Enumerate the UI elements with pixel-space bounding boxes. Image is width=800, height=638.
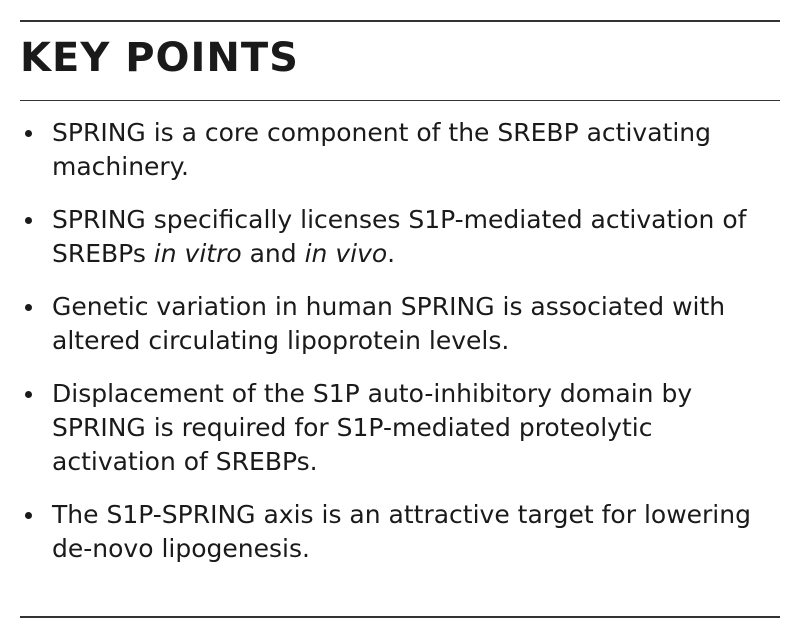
key-points-box	[20, 20, 780, 618]
bullet-icon	[25, 304, 32, 311]
italic-term: in vitro	[153, 239, 242, 268]
bullet-icon	[25, 512, 32, 519]
key-point-text: Displacement of the S1P auto-inhibitory domain by SPRING is required for S1P-mediated proteolytic activation of SREBPs.	[52, 379, 693, 476]
key-point-3	[20, 290, 780, 358]
key-point-text: SPRING specifically licenses S1P-mediated activation of SREBPs	[52, 205, 747, 268]
key-point-text: .	[387, 239, 396, 268]
bullet-icon	[25, 217, 32, 224]
bullet-icon	[25, 391, 32, 398]
key-points-heading: KEY POINTS	[20, 35, 299, 81]
heading-rule	[20, 100, 780, 101]
key-point-text: The S1P-SPRING axis is an attractive target for lowering de-novo lipogenesis.	[52, 500, 751, 563]
key-points-list	[20, 116, 780, 566]
key-point-5	[20, 498, 780, 566]
key-point-text: SPRING is a core component of the SREBP activating machinery.	[52, 118, 711, 181]
key-point-4	[20, 377, 780, 479]
bottom-rule	[20, 616, 780, 618]
key-point-text: Genetic variation in human SPRING is associated with altered circulating lipoprotein levels.	[52, 292, 726, 355]
bullet-icon	[25, 130, 32, 137]
key-point-text: and	[241, 239, 305, 268]
key-point-1	[20, 116, 780, 184]
key-point-2	[20, 203, 780, 271]
top-rule	[20, 20, 780, 22]
italic-term: in vivo	[304, 239, 388, 268]
